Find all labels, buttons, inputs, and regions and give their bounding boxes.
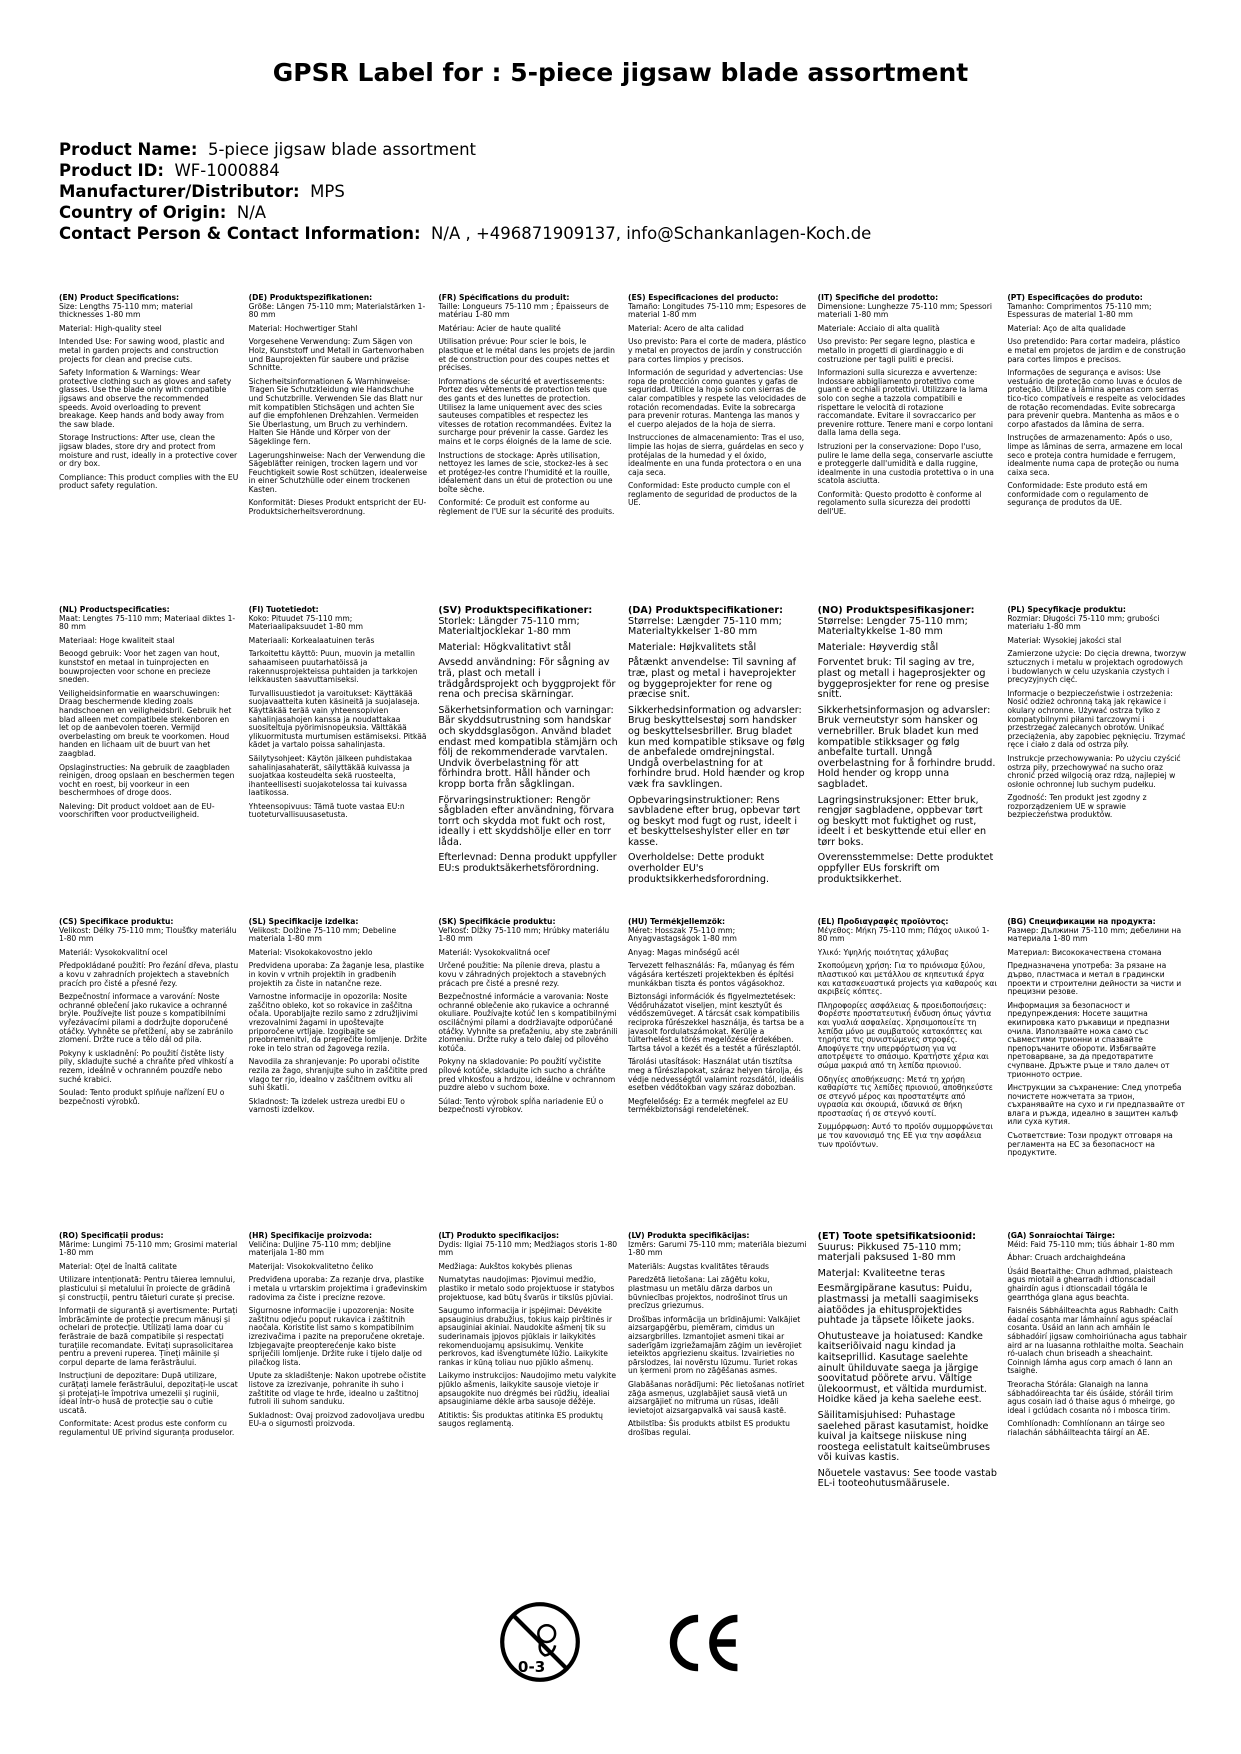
language-column bbox=[438, 1232, 618, 1518]
spec-heading: (HR) Specifikacije proizvoda: bbox=[248, 1232, 373, 1240]
spec-heading: (BG) Спецификации на продукта: bbox=[1007, 918, 1156, 926]
spec-paragraph: Drošības informācija un brīdinājumi: Valkājiet aizsargapģērbu, piemēram, cimdus un aizsargbrilles. Izmantojiet asmeni tikai ar saderīgām izgriežamajām zāģim un ievērojiet ieteiktos apgriezienu skaitus. Izvairieties no pārslodzes, lai novērstu lūzumu. Turiet rokas un ķermeni prom no zāģēšanas asmes. bbox=[628, 1314, 802, 1376]
spec-material: Materiaal: Hoge kwaliteit staal bbox=[59, 635, 175, 645]
info-label: Product Name: bbox=[59, 140, 198, 159]
spec-size: Dydis: Ilgiai 75-110 mm; Medžiagos storis 1-80 mm bbox=[438, 1239, 618, 1258]
spec-size: Izmērs: Garumi 75-110 mm; materiāla biezumi 1-80 mm bbox=[628, 1239, 807, 1258]
spec-paragraph: Informacje o bezpieczeństwie i ostrzeżenia: Nosić odzież ochronną taką jak rękawice i okulary ochronne. Używać ostrza tylko z kompatybilnymi piłami tarczowymi i przestrzegać zalecanych obrotów. Unikać przeciążenia, aby zapobiec pęknięciu. Trzymać ręce i ciało z dala od ostrza piły. bbox=[1007, 688, 1186, 750]
spec-size: Tamanho: Comprimentos 75-110 mm; Espessuras de material 1-80 mm bbox=[1007, 301, 1152, 320]
spec-paragraph: Πληροφορίες ασφάλειας & προειδοποιήσεις: Φορέστε προστατευτική ένδυση όπως γάντια και γυαλιά ασφαλείας. Χρησιμοποιείτε τη λεπίδα μόνο με συμβατούς κατακόπτες και τηρήστε τις συνιστώμενες στροφές. Αποφύγετε την υπερφόρτωση για να αποτρέψετε το σπάσιμο. Κρατήστε χέρια και σώμα μακριά από τη λεπίδα πριονιού. bbox=[817, 1000, 992, 1070]
spec-paragraph: Sikkerhetsinformasjon og advarsler: Bruk verneutstyr som hansker og vernebriller. Bruk bladet kun med kompatible stikksager og følg anbefalte turtall. Unngå overbelastning for å forhindre brudd. Hold hender og kropp unna sagbladet. bbox=[817, 704, 996, 790]
spec-paragraph: Numatytas naudojimas: Pjovimui medžio, plastiko ir metalo sodo projektuose ir statybos projektuose, kad būtų švarūs ir tikslūs pjūviai. bbox=[438, 1275, 615, 1302]
spec-paragraph: Efterlevnad: Denna produkt uppfyller EU:s produktsäkerhetsförordning. bbox=[438, 852, 617, 875]
language-column bbox=[59, 606, 239, 896]
spec-paragraph: Οδηγίες αποθήκευσης: Μετά τη χρήση καθαρίστε τις λεπίδες πριονιού, αποθηκεύστε σε στεγνό μέρος και προστατέψτε από υγρασία και σκουριά, ιδανικά σε θήκη προστασίας ή σε στεγνό κουτί. bbox=[817, 1074, 993, 1118]
language-column bbox=[59, 1232, 239, 1518]
spec-paragraph: Ohutusteave ja hoiatused: Kandke kaitseriõivaid nagu kindad ja kaitseprillid. Kasutage saelehte ainult ühilduvate saega ja järgige soovitatud pöörete arvu. Vältige ülekoormust, et vältida murdumist. Hoidke käed ja keha saelehe eest. bbox=[817, 1330, 987, 1406]
info-label: Manufacturer/Distributor: bbox=[59, 182, 300, 201]
spec-paragraph: Overholdelse: Dette produkt overholder EU's produktsikkerhedsforordning. bbox=[628, 852, 770, 885]
spec-paragraph: Zgodność: Ten produkt jest zgodny z rozporządzeniem UE w sprawie bezpieczeństwa produktów. bbox=[1007, 793, 1147, 820]
spec-paragraph: Istruzioni per la conservazione: Dopo l'uso, pulire le lame della sega, conservarle asciutte e proteggerle dall'umidità e dalla ruggine, idealmente in una custodia protettiva o in una scatola asciutta. bbox=[817, 441, 994, 486]
language-row-4 bbox=[59, 1232, 1187, 1518]
spec-paragraph: Säilytysohjeet: Käytön jälkeen puhdistakaa sahalinjasahaterät, säilyttäkää kuivassa ja suojatkaa kosteudelta sekä ruosteelta, ihanteellisesti suojakotelossa tai kuivassa laatikossa. bbox=[248, 753, 413, 798]
spec-size: Suurus: Pikkused 75-110 mm; materjali paksused 1-80 mm bbox=[817, 1241, 962, 1264]
spec-paragraph: Predviđena uporaba: Za rezanje drva, plastike i metala u vrtarskim projektima i građevinskim radovima za čiste i precizne rezove. bbox=[248, 1275, 427, 1302]
spec-paragraph: Sicherheitsinformationen & Warnhinweise: Tragen Sie Schutzkleidung wie Handschuhe und Schutzbrille. Verwenden Sie das Blatt nur mit kompatiblen Stichsägen und achten Sie auf die empfohlenen Drehzahlen. Vermeiden Sie Überlastung, um Bruch zu verhindern. Halten Sie Hände und Körper von der Sägeklinge fern. bbox=[248, 376, 423, 446]
spec-paragraph: Predvidena uporaba: Za žaganje lesa, plastike in kovin v vrtnih projektih in gradbenih projektih za čiste in natančne reze. bbox=[248, 961, 425, 988]
language-column bbox=[438, 294, 618, 544]
language-column bbox=[249, 606, 429, 896]
spec-material: Medžiaga: Aukštos kokybės plienas bbox=[438, 1261, 573, 1271]
language-row-3 bbox=[59, 918, 1187, 1188]
spec-material: Materiale: Høyverdig stål bbox=[817, 641, 939, 653]
info-value: N/A , +496871909137, info@Schankanlagen-Koch.de bbox=[431, 224, 872, 243]
language-column bbox=[1007, 1232, 1187, 1518]
language-column bbox=[818, 606, 998, 896]
spec-paragraph: Forventet bruk: Til saging av tre, plast og metall i hageprosjekter og byggeprosjekter for rene og presise snitt. bbox=[817, 657, 990, 701]
spec-size: Größe: Längen 75-110 mm; Materialstärken 1-80 mm bbox=[248, 301, 426, 320]
spec-paragraph: Информация за безопасност и предупреждения: Носете защитна екипировка като ръкавици и предпазни очила. Използвайте ножа само със съвместими трионни и спазвайте препоръчаните обороти. Избягвайте претоварване, за да предотвратите счупване. Дръжте ръце и тяло далеч от трионното острие. bbox=[1007, 1000, 1170, 1079]
spec-size: Size: Lengths 75-110 mm; material thicknesses 1-80 mm bbox=[59, 301, 193, 320]
spec-paragraph: Sukladnost: Ovaj proizvod zadovoljava uredbu EU-a o sigurnosti proizvoda. bbox=[248, 1410, 425, 1429]
spec-paragraph: Tervezett felhasználás: Fa, műanyag és fém vágására kertészeti projektekben és építési munkákban tiszta és pontos vágásokhoz. bbox=[628, 961, 795, 988]
spec-material: Material: Oțel de înaltă calitate bbox=[59, 1261, 177, 1271]
spec-paragraph: Laikymo instrukcijos: Naudojimo metu valykite pjūklo ašmenis, laikykite sausoje vietoje ir apsaugokite nuo drėgmės bei rūdžių, idealiai apsauginiame dėkle arba sausoje dėžėje. bbox=[438, 1371, 617, 1407]
spec-material: Материал: Висококачествена стомана bbox=[1007, 947, 1162, 957]
spec-material: Ábhar: Cruach ardchaighdeána bbox=[1007, 1253, 1126, 1263]
spec-paragraph: Säilitamisjuhised: Puhastage saelehed pärast kasutamist, hoidke kuival ja kaitsege niiskuse ning roostega eelistatult kaitseümbruses või kuivas kastis. bbox=[817, 1409, 990, 1464]
spec-paragraph: Instruções de armazenamento: Após o uso, limpe as lâminas de serra, armazene em local seco e proteja contra humidade e ferrugem, idealmente numa capa de proteção ou numa caixa seca. bbox=[1007, 433, 1183, 477]
spec-paragraph: Yhteensopivuus: Tämä tuote vastaa EU:n tuoteturvallisuusasetusta. bbox=[248, 801, 405, 820]
spec-paragraph: Σκοπούμενη χρήση: Για το πριόνισμα ξύλου, πλαστικού και μετάλλου σε κηπευτικά έργα και κατασκευαστικά projects για καθαρούς και ακριβείς κόπτες. bbox=[817, 961, 997, 997]
spec-paragraph: Safety Information & Warnings: Wear protective clothing such as gloves and safety glasses. Use the blade only with compatible jigsaws and observe the recommended speeds. Avoid overloading to prevent breakage. Keep hands and body away from the saw blade. bbox=[59, 368, 232, 429]
contact-row bbox=[59, 223, 871, 244]
spec-heading: (EL) Προδιαγραφές προϊόντος: bbox=[817, 918, 949, 926]
spec-paragraph: Skladnost: Ta izdelek ustreza uredbi EU o varnosti izdelkov. bbox=[248, 1096, 405, 1115]
product-id-row bbox=[59, 160, 871, 181]
spec-paragraph: Informações de segurança e avisos: Use vestuário de proteção como luvas e óculos de proteção. Utilize a lâmina apenas com serras tico-tico compatíveis e respeite as velocidades de rotação recomendadas. Evite sobrecarga para prevenir quebra. Mantenha as mãos e o corpo afastados da lâmina de serra. bbox=[1007, 368, 1186, 429]
spec-paragraph: Съответствие: Този продукт отговаря на регламента на ЕС за безопасност на продуктите. bbox=[1007, 1131, 1173, 1158]
language-column bbox=[249, 1232, 429, 1518]
spec-paragraph: Úsáid Beartaithe: Chun adhmad, plaisteach agus miotail a ghearradh i dtionscadail ghairdín agus i dtionscadail tógála le gearrthóga glana agus beachta. bbox=[1007, 1266, 1173, 1302]
spec-material: Material: High-quality steel bbox=[59, 323, 162, 333]
age-range-label: 0-3 bbox=[517, 1658, 546, 1677]
manufacturer-row bbox=[59, 181, 871, 202]
spec-paragraph: Eesmärgipärane kasutus: Puidu, plastmassi ja metalli saagimiseks aiatöödes ja ehitusprojektides puhtade ja täpsete lõikete jaoks. bbox=[817, 1283, 979, 1327]
spec-paragraph: Soulad: Tento produkt splňuje nařízení EU o bezpečnosti výrobků. bbox=[59, 1088, 225, 1106]
spec-paragraph: Conformité: Ce produit est conforme au règlement de l'UE sur la sécurité des produits. bbox=[438, 498, 615, 517]
spec-heading: (FR) Spécifications du produit: bbox=[438, 294, 570, 302]
spec-heading: (RO) Specificații produs: bbox=[59, 1232, 164, 1240]
spec-heading: (EN) Product Specifications: bbox=[59, 294, 180, 302]
spec-paragraph: Biztonsági információk és figyelmeztetések: Védőruházatot viseljen, mint kesztyűt és védőszemüveget. A tárcsát csak kompatibilis reciproka fűrészekkel használja, és tartsa be a javasolt fordulatszámokat. Kerülje a túlterhelést a törés megelőzése érdekében. Tartsa távol a kezét és a testét a fűrészlaptól. bbox=[628, 992, 805, 1053]
spec-heading: (FI) Tuotetiedot: bbox=[248, 606, 319, 614]
spec-paragraph: Saugumo informacija ir įspėjimai: Dėvėkite apsauginius drabužius, tokius kaip pirštinės ir apsauginiai akiniai. Naudokite ašmenį tik su suderinamais įpjovos pjūklais ir laikykitės rekomenduojamų apsisukimų. Venkite perkrovos, kad išvengtumėte lūžio. Laikykite rankas ir kūną toliau nuo pjūklo ašmenų. bbox=[438, 1306, 612, 1367]
spec-heading: (SL) Specifikacije izdelka: bbox=[248, 918, 359, 926]
spec-paragraph: Súlad: Tento výrobok spĺňa nariadenie EÚ o bezpečnosti výrobkov. bbox=[438, 1096, 604, 1115]
language-column bbox=[1007, 294, 1187, 544]
spec-size: Taille: Longueurs 75-110 mm ; Épaisseurs de matériau 1-80 mm bbox=[438, 301, 609, 320]
language-column bbox=[249, 918, 429, 1188]
language-row-1 bbox=[59, 294, 1187, 544]
spec-size: Dimensione: Lunghezze 75-110 mm; Spessori materiali 1-80 mm bbox=[817, 301, 992, 320]
country-row bbox=[59, 202, 871, 223]
spec-heading: (LV) Produkta specifikācijas: bbox=[628, 1232, 750, 1240]
spec-heading: (LT) Produkto specifikacijos: bbox=[438, 1232, 560, 1240]
info-label: Country of Origin: bbox=[59, 203, 227, 222]
spec-material: Material: Hochwertiger Stahl bbox=[248, 323, 358, 333]
spec-heading: (HU) Termékjellemzők: bbox=[628, 918, 726, 926]
spec-size: Storlek: Längder 75-110 mm; Materialtjocklekar 1-80 mm bbox=[438, 615, 580, 638]
spec-size: Μέγεθος: Μήκη 75-110 mm; Πάχος υλικού 1-80 mm bbox=[817, 925, 990, 944]
spec-material: Materiál: Vysokokvalitná oceľ bbox=[438, 947, 550, 957]
spec-paragraph: Förvaringsinstruktioner: Rengör sågbladen efter användning, förvara torrt och skydda mot fukt och rost, ideally i ett skyddshölje eller en torr låda. bbox=[438, 794, 615, 848]
spec-paragraph: Informații de siguranță și avertismente: Purtați îmbrăcăminte de protecție precum mănuși și ochelari de protecție. Utilizați lama doar cu ferăstraie de bază compatibile și respectați turațiile recomandate. Evitați suprasolicitarea pentru a preveni ruperea. Țineți mâinile și corpul departe de lama ferăstrăului. bbox=[59, 1306, 238, 1367]
spec-paragraph: Informazioni sulla sicurezza e avvertenze: Indossare abbigliamento protettivo come guanti e occhiali protettivi. Utilizzare la lama solo con seghe a tazzola compatibili e rispettare le velocità di rotazione raccomandate. Evitare il sovraccarico per prevenire rotture. Tenere mani e corpo lontani dalla lama della sega. bbox=[817, 368, 994, 438]
spec-heading: (PT) Especificações do produto: bbox=[1007, 294, 1143, 302]
spec-material: Materiał: Wysokiej jakości stal bbox=[1007, 635, 1122, 645]
spec-size: Velikost: Délky 75-110 mm; Tloušťky materiálu 1-80 mm bbox=[59, 925, 237, 944]
spec-paragraph: Veiligheidsinformatie en waarschuwingen: Draag beschermende kleding zoals handschoenen en veiligheidsbril. Gebruik het blad alleen met compatibele stekenboren en let op de aanbevolen toeren. Vermijd overbelasting om breuk te voorkomen. Houd handen en lichaam uit de buurt van het zaagblad. bbox=[59, 688, 232, 758]
not-for-children-0-3-icon bbox=[498, 1600, 582, 1684]
spec-paragraph: Beoogd gebruik: Voor het zagen van hout, kunststof en metaal in tuinprojecten en bouwprojecten voor schone en precieze sneden. bbox=[59, 649, 220, 685]
spec-paragraph: Предназначена употреба: За рязане на дърво, пластмаса и метал в градински проекти и строителни дейности за чисти и прецизни резове. bbox=[1007, 961, 1182, 997]
info-value: MPS bbox=[310, 182, 345, 201]
spec-paragraph: Instrucțiuni de depozitare: După utilizare, curățați lamele ferăstrăului, depozitați-le uscat și protejați-le împotriva umezelii și ruginii, ideal într-o husă de protecție sau o cutie uscată. bbox=[59, 1371, 238, 1415]
spec-paragraph: Tarkoitettu käyttö: Puun, muovin ja metallin sahaamiseen puutarhatöissä ja rakennusprojekteissa puhtaiden ja tarkkojen leikkausten saavuttamiseksi. bbox=[248, 649, 418, 685]
spec-material: Υλικό: Υψηλής ποιότητας χάλυβας bbox=[817, 947, 949, 957]
spec-paragraph: Naleving: Dit product voldoet aan de EU-voorschriften voor productveiligheid. bbox=[59, 801, 215, 820]
spec-paragraph: Faisnéis Sábháilteachta agus Rabhadh: Caith éadaí cosanta mar lámhainní agus spéaclaí cosanta. Úsáid an lann ach amháin le sábhadóirí jigsaw comhoiriúnacha agus tabhair aird ar na luasanna rothlaithe molta. Seachain ró-ualach chun briseadh a sheachaint. Coinnigh lámha agus corp amach ó lann an tsaighe. bbox=[1007, 1306, 1187, 1376]
spec-heading: (ET) Toote spetsifikatsioonid: bbox=[817, 1232, 976, 1242]
spec-paragraph: Vorgesehene Verwendung: Zum Sägen von Holz, Kunststoff und Metall in Gartenvorhaben und Bauprojekten für saubere und präzise Schnitte. bbox=[248, 337, 425, 373]
spec-paragraph: Navodila za shranjevanje: Po uporabi očistite rezila za žago, shranjujte suho in zaščitite pred vlago ter rjo, idealno v zaščitnem ovitku ali suhi škatli. bbox=[248, 1057, 428, 1093]
spec-heading: (CS) Specifikace produktu: bbox=[59, 918, 174, 926]
spec-paragraph: Megfelelőség: Ez a termék megfelel az EU termékbiztonsági rendeletének. bbox=[628, 1096, 789, 1115]
spec-paragraph: Lagringsinstruksjoner: Etter bruk, rengjør sagbladene, oppbevar tørt og beskytt mot fuktighet og rust, ideelt i et beskyttende etui eller en tørr boks. bbox=[817, 794, 987, 848]
language-column bbox=[59, 294, 239, 544]
spec-size: Veľkosť: Dĺžky 75-110 mm; Hrúbky materiálu 1-80 mm bbox=[438, 925, 610, 944]
spec-material: Materiāls: Augstas kvalitātes tērauds bbox=[628, 1261, 769, 1271]
language-column bbox=[59, 918, 239, 1188]
language-column bbox=[818, 1232, 998, 1518]
language-column bbox=[818, 918, 998, 1188]
spec-paragraph: Säkerhetsinformation och varningar: Bär skyddsutrustning som handskar och skyddsglasögon. Använd bladet endast med kompatibla stämjärn och följ de rekommenderade varvtalen. Undvik överbelastning för att förhindra brott. Håll händer och kropp borta från sågklingan. bbox=[438, 704, 618, 790]
spec-paragraph: Instrucciones de almacenamiento: Tras el uso, limpie las hojas de sierra, guárdelas en seco y protéjalas de la humedad y el óxido, idealmente en una funda protectora o en una caja seca. bbox=[628, 433, 805, 477]
spec-paragraph: Paredzētā lietošana: Lai zāģētu koku, plastmasu un metālu dārza darbos un būvniecības projektos, nodrošinot tīrus un precīzus griezumus. bbox=[628, 1275, 788, 1311]
spec-material: Materiaali: Korkealaatuinen teräs bbox=[248, 635, 375, 645]
spec-paragraph: Conformidade: Este produto está em conformidade com o regulamento de segurança de produtos da UE. bbox=[1007, 481, 1149, 508]
spec-paragraph: Pokyny k uskladnění: Po použití čistěte listy pily, skladujte suché a chraňte před vlhkostí a rezem, ideálně v ochranném pouzdře nebo suché krabici. bbox=[59, 1048, 234, 1084]
spec-size: Størrelse: Længder 75-110 mm; Materialtykkelser 1-80 mm bbox=[628, 615, 782, 638]
spec-paragraph: Overensstemmelse: Dette produktet oppfyller EUs forskrift om produktsikkerhet. bbox=[817, 852, 994, 885]
spec-paragraph: Intended Use: For sawing wood, plastic and metal in garden projects and construction projects for clean and precise cuts. bbox=[59, 337, 225, 364]
spec-paragraph: Nõuetele vastavus: See toode vastab EL-i tooteohutusmäärusele. bbox=[817, 1467, 997, 1490]
spec-size: Tamaño: Longitudes 75-110 mm; Espesores de material 1-80 mm bbox=[628, 301, 807, 320]
spec-size: Méid: Faid 75-110 mm; tiús ábhair 1-80 mm bbox=[1007, 1239, 1175, 1249]
spec-material: Materijal: Visokokvalitetno čeliko bbox=[248, 1261, 374, 1271]
info-value: WF-1000884 bbox=[174, 161, 280, 180]
spec-paragraph: Συμμόρφωση: Αυτό το προϊόν συμμορφώνεται με τον κανονισμό της ΕΕ για την ασφάλεια των προϊόντων. bbox=[817, 1122, 993, 1149]
spec-size: Размер: Дължини 75-110 mm; дебелини на материала 1-80 mm bbox=[1007, 925, 1182, 944]
spec-material: Materiale: Højkvalitets stål bbox=[628, 641, 757, 653]
info-label: Contact Person & Contact Information: bbox=[59, 224, 421, 243]
spec-paragraph: Storage Instructions: After use, clean the jigsaw blades, store dry and protect from moisture and rust, ideally in a protective cover or dry box. bbox=[59, 433, 238, 469]
spec-paragraph: Atbilstība: Šis produkts atbilst ES produktu drošības regulai. bbox=[628, 1419, 790, 1437]
spec-paragraph: Varnostne informacije in opozorila: Nosite zaščitno obleko, kot so rokavice in zaščitna očala. Uporabljajte rezilo samo z združljivimi vrezovalnimi žagami in upoštevajte priporočene vrtljaje. Izogibajte se preobremenitvi, da preprečite lomljenje. Držite roke in telo stran od žagovega rezila. bbox=[248, 992, 427, 1053]
spec-paragraph: Zamierzone użycie: Do cięcia drewna, tworzyw sztucznych i metalu w projektach ogrodowych i budowlanych w celu uzyskania czystych i precyzyjnych cięć. bbox=[1007, 649, 1187, 685]
spec-paragraph: Conformitate: Acest produs este conform cu regulamentul UE privind siguranța produselor. bbox=[59, 1419, 235, 1437]
spec-heading: (NO) Produktspesifikasjoner: bbox=[817, 606, 975, 616]
language-row-2 bbox=[59, 606, 1187, 896]
info-value: 5-piece jigsaw blade assortment bbox=[207, 140, 477, 159]
spec-paragraph: Sikkerhedsinformation og advarsler: Brug beskyttelsestøj som handsker og beskyttelsesbriller. Brug bladet kun med kompatible stiksave og følg de anbefalede omdrejningstal. Undgå overbelastning for at forhindre brud. Hold hænder og krop væk fra savklingen. bbox=[628, 704, 805, 790]
spec-paragraph: Turvallisuustiedot ja varoitukset: Käyttäkää suojavaatteita kuten käsineitä ja suojalaseja. Käyttäkää terää vain yhteensopivien sahalinjasahojen kanssa ja noudattakaa suositeltuja pyörimisnopeuksia. Välttäkää ylikuormitusta murtumisen estämiseksi. Pitkää kädet ja vartalo poissa sahalinjasta. bbox=[248, 688, 427, 750]
spec-heading: (ES) Especificaciones del producto: bbox=[628, 294, 779, 302]
spec-material: Materiál: Vysokokvalitní ocel bbox=[59, 947, 168, 957]
spec-paragraph: Compliance: This product complies with the EU product safety regulation. bbox=[59, 472, 239, 491]
spec-paragraph: Treoracha Stórála: Glanaigh na lanna sábhadóireachta tar éis úsáide, stóráil tirim agus cosain iad ó thaise agus ó mheirge, go ideal i gclúdach cosanta nó i mbosca tirim. bbox=[1007, 1379, 1175, 1415]
language-column bbox=[249, 294, 429, 544]
language-column bbox=[1007, 606, 1187, 896]
spec-paragraph: Uso pretendido: Para cortar madeira, plástico e metal em projetos de jardim e de construção para cortes limpos e precisos. bbox=[1007, 337, 1186, 364]
spec-paragraph: Konformität: Dieses Produkt entspricht der EU-Produktsicherheitsverordnung. bbox=[248, 498, 427, 517]
spec-paragraph: Påtænkt anvendelse: Til savning af træ, plast og metal i haveprojekter og byggeprojekter for rene og præcise snit. bbox=[628, 657, 797, 701]
spec-paragraph: Informations de sécurité et avertissements: Portez des vêtements de protection tels que des gants et des lunettes de protection. Utilisez la lame uniquement avec des scies sauteuses compatibles et respectez les vitesses de rotation recommandées. Évitez la surcharge pour prévenir la casse. Gardez les mains et le corps éloignés de la lame de scie. bbox=[438, 376, 612, 446]
spec-paragraph: Upute za skladištenje: Nakon upotrebe očistite listove za izrezivanje, pohranite ih suho i zaštitite od vlage te hrđe, idealno u zaštitnoj futroli ili suhom sanduku. bbox=[248, 1371, 426, 1407]
spec-heading: (SK) Špecifikácie produktu: bbox=[438, 918, 556, 926]
spec-material: Matériau: Acier de haute qualité bbox=[438, 323, 561, 333]
ce-mark-icon bbox=[662, 1610, 744, 1676]
spec-material: Anyag: Magas minőségű acél bbox=[628, 947, 740, 957]
product-name-row bbox=[59, 139, 871, 160]
spec-size: Méret: Hosszak 75-110 mm; Anyagvastagságok 1-80 mm bbox=[628, 925, 737, 944]
spec-paragraph: Lagerungshinweise: Nach der Verwendung die Sägeblätter reinigen, trocken lagern und vor Feuchtigkeit sowie Rost schützen, idealerweise in einer Schutzhülle oder einem trockenen Kasten. bbox=[248, 450, 428, 494]
language-column bbox=[628, 294, 808, 544]
spec-paragraph: Avsedd användning: För sågning av trä, plast och metall i trädgårdsprojekt och byggprojekt för rena och precisa skärningar. bbox=[438, 657, 616, 701]
spec-material: Material: Visokokakovostno jeklo bbox=[248, 947, 373, 957]
spec-size: Maat: Lengtes 75-110 mm; Materiaal diktes 1-80 mm bbox=[59, 613, 236, 632]
spec-paragraph: Uso previsto: Para el corte de madera, plástico y metal en proyectos de jardín y construcción para cortes limpios y precisos. bbox=[628, 337, 806, 364]
spec-paragraph: Bezpečnostní informace a varování: Noste ochranné oblečení jako rukavice a ochranné brýle. Používejte list pouze s kompatibilními vyřezávacími pilami a dodržujte doporučené otáčky. Vyhněte se přetížení, aby se zabránilo zlomení. Držte ruce a tělo dál od pila. bbox=[59, 992, 233, 1045]
language-column bbox=[1007, 918, 1187, 1188]
page-title: GPSR Label for : 5-piece jigsaw blade assortment bbox=[272, 58, 969, 87]
spec-paragraph: Sigurnosne informacije i upozorenja: Nosite zaštitnu odjeću poput rukavica i zaštitnih naočala. Koristite list samo s kompatibilnim izrezivačima i pazite na preporučene okretaje. Izbjegavajte preopterećenje kako biste spriječili lomljenje. Držite ruke i tijelo dalje od pilačkog lista. bbox=[248, 1306, 425, 1367]
spec-paragraph: Pokyny na skladovanie: Po použití vyčistite pílové kotúče, skladujte ich sucho a chráňte pred vlhkosťou a hrdzou, ideálne v ochrannom puzdre alebo v suchom boxe. bbox=[438, 1057, 616, 1093]
info-value: N/A bbox=[236, 203, 267, 222]
language-column bbox=[818, 294, 998, 544]
spec-paragraph: Conformidad: Este producto cumple con el reglamento de seguridad de productos de la UE. bbox=[628, 481, 798, 508]
spec-size: Velikost: Dolžine 75-110 mm; Debeline materiala 1-80 mm bbox=[248, 925, 397, 944]
spec-paragraph: Uso previsto: Per segare legno, plastica e metallo in progetti di giardinaggio e di costruzione per tagli puliti e precisi. bbox=[817, 337, 975, 364]
spec-paragraph: Určené použitie: Na pílenie dreva, plastu a kovu v záhradných projektoch a stavebných prácach pre čisté a presné rezy. bbox=[438, 961, 607, 988]
language-column bbox=[438, 606, 618, 896]
spec-size: Koko: Pituudet 75-110 mm; Materiaalipaksuudet 1-80 mm bbox=[248, 613, 364, 632]
spec-paragraph: Conformità: Questo prodotto è conforme al regolamento sulla sicurezza dei prodotti dell'UE. bbox=[817, 489, 982, 517]
spec-heading: (DE) Produktspezifikationen: bbox=[248, 294, 373, 302]
spec-paragraph: Předpokládané použití: Pro řezání dřeva, plastu a kovu v zahradních projektech a stavebních pracích pro čisté a přesné řezy. bbox=[59, 961, 239, 988]
spec-material: Material: Aço de alta qualidade bbox=[1007, 323, 1126, 333]
spec-paragraph: Bezpečnostné informácie a varovania: Noste ochranné oblečenie ako rukavice a ochranné okuliare. Používajte kotúč len s kompatibilnými osciláčnými pílami a dodržiavajte odporúčané otáčky. Vyhnite sa preťaženiu, aby ste zabránili zlomeniu. Držte ruky a telo ďalej od pílového kotúča. bbox=[438, 992, 618, 1053]
product-info bbox=[59, 139, 871, 244]
info-label: Product ID: bbox=[59, 161, 164, 180]
spec-heading: (PL) Specyfikacje produktu: bbox=[1007, 606, 1126, 614]
spec-material: Materiale: Acciaio di alta qualità bbox=[817, 323, 940, 333]
spec-material: Material: Acero de alta calidad bbox=[628, 323, 744, 333]
spec-heading: (DA) Produktspecifikationer: bbox=[628, 606, 783, 616]
spec-paragraph: Información de seguridad y advertencias: Use ropa de protección como guantes y gafas de seguridad. Utilice la hoja solo con sierras de calar compatibles y respete las velocidades de rotación recomendadas. Evite la sobrecarga para prevenir roturas. Mantenga las manos y el cuerpo alejados de la hoja de sierra. bbox=[628, 368, 807, 429]
spec-paragraph: Instrukcje przechowywania: Po użyciu czyścić ostrza piły, przechowywać na sucho oraz chronić przed wilgocią oraz rdzą, najlepiej w osłonie ochronnej lub suchym pudełku. bbox=[1007, 753, 1181, 789]
spec-paragraph: Opslaginstructies: Na gebruik de zaagbladen reinigen, droog opslaan en beschermen tegen vocht en roest, bij voorkeur in een beschermhoes of droge doos. bbox=[59, 762, 235, 798]
compliance-icons bbox=[0, 1594, 1241, 1704]
language-column bbox=[628, 1232, 808, 1518]
spec-size: Størrelse: Lengder 75-110 mm; Materialtykkelse 1-80 mm bbox=[817, 615, 968, 638]
language-column bbox=[628, 918, 808, 1188]
language-column bbox=[438, 918, 618, 1188]
spec-heading: (SV) Produktspecifikationer: bbox=[438, 606, 593, 616]
spec-heading: (IT) Specifiche del prodotto: bbox=[817, 294, 939, 302]
spec-material: Material: Högkvalitativt stål bbox=[438, 641, 572, 653]
language-column bbox=[628, 606, 808, 896]
spec-material: Materjal: Kvaliteetne teras bbox=[817, 1267, 945, 1279]
spec-heading: (NL) Productspecificaties: bbox=[59, 606, 170, 614]
spec-paragraph: Instructions de stockage: Après utilisation, nettoyez les lames de scie, stockez-les à sec et protégez-les contre l'humidité et la rouille, idéalement dans un étui de protection ou une boîte sèche. bbox=[438, 450, 613, 494]
spec-size: Mărime: Lungimi 75-110 mm; Grosimi material 1-80 mm bbox=[59, 1239, 238, 1258]
spec-paragraph: Opbevaringsinstruktioner: Rens savbladene efter brug, opbevar tørt og beskyt mod fugt og rust, ideelt i et beskyttelseshylster eller en tør kasse. bbox=[628, 794, 801, 848]
spec-heading: (GA) Sonraíochtaí Táirge: bbox=[1007, 1232, 1116, 1240]
spec-size: Rozmiar: Długości 75-110 mm; grubości materiału 1-80 mm bbox=[1007, 613, 1160, 632]
spec-paragraph: Tárolási utasítások: Használat után tisztítsa meg a fűrészlapokat, száraz helyen tárolja, és védje nedvességtől valamint rozsdától, ideális esetben védőtokban vagy száraz dobozban. bbox=[628, 1057, 804, 1093]
spec-paragraph: Инструкции за съхранение: След употреба почистете ножчетата за трион, съхранявайте на сухо и ги предпазвайте от влага и ръжда, идеално в защитен калъф или суха кутия. bbox=[1007, 1083, 1185, 1127]
spec-size: Veličina: Duljine 75-110 mm; debljine materijala 1-80 mm bbox=[248, 1239, 391, 1258]
spec-paragraph: Utilizare intenționată: Pentru tăierea lemnului, plasticului și metalului în proiecte de grădină și construcții, pentru tăieturi curate și precise. bbox=[59, 1275, 236, 1302]
spec-paragraph: Glabāšanas norādījumi: Pēc lietošanas notīriet zāģa asmeņus, uzglabājiet sausā vietā un aizsargājiet no mitruma un rūsas, ideāli ievietojot aizsargapvalkā vai sausā kastē. bbox=[628, 1379, 805, 1415]
spec-paragraph: Utilisation prévue: Pour scier le bois, le plastique et le métal dans les projets de jardin et de construction pour des coupes nettes et précises. bbox=[438, 337, 615, 373]
spec-paragraph: Atitiktis: Šis produktas atitinka ES produktų saugos reglamentą. bbox=[438, 1410, 603, 1429]
spec-paragraph: Comhlíonadh: Comhlíonann an táirge seo rialachán sábháilteachta táirgí an AE. bbox=[1007, 1419, 1165, 1437]
